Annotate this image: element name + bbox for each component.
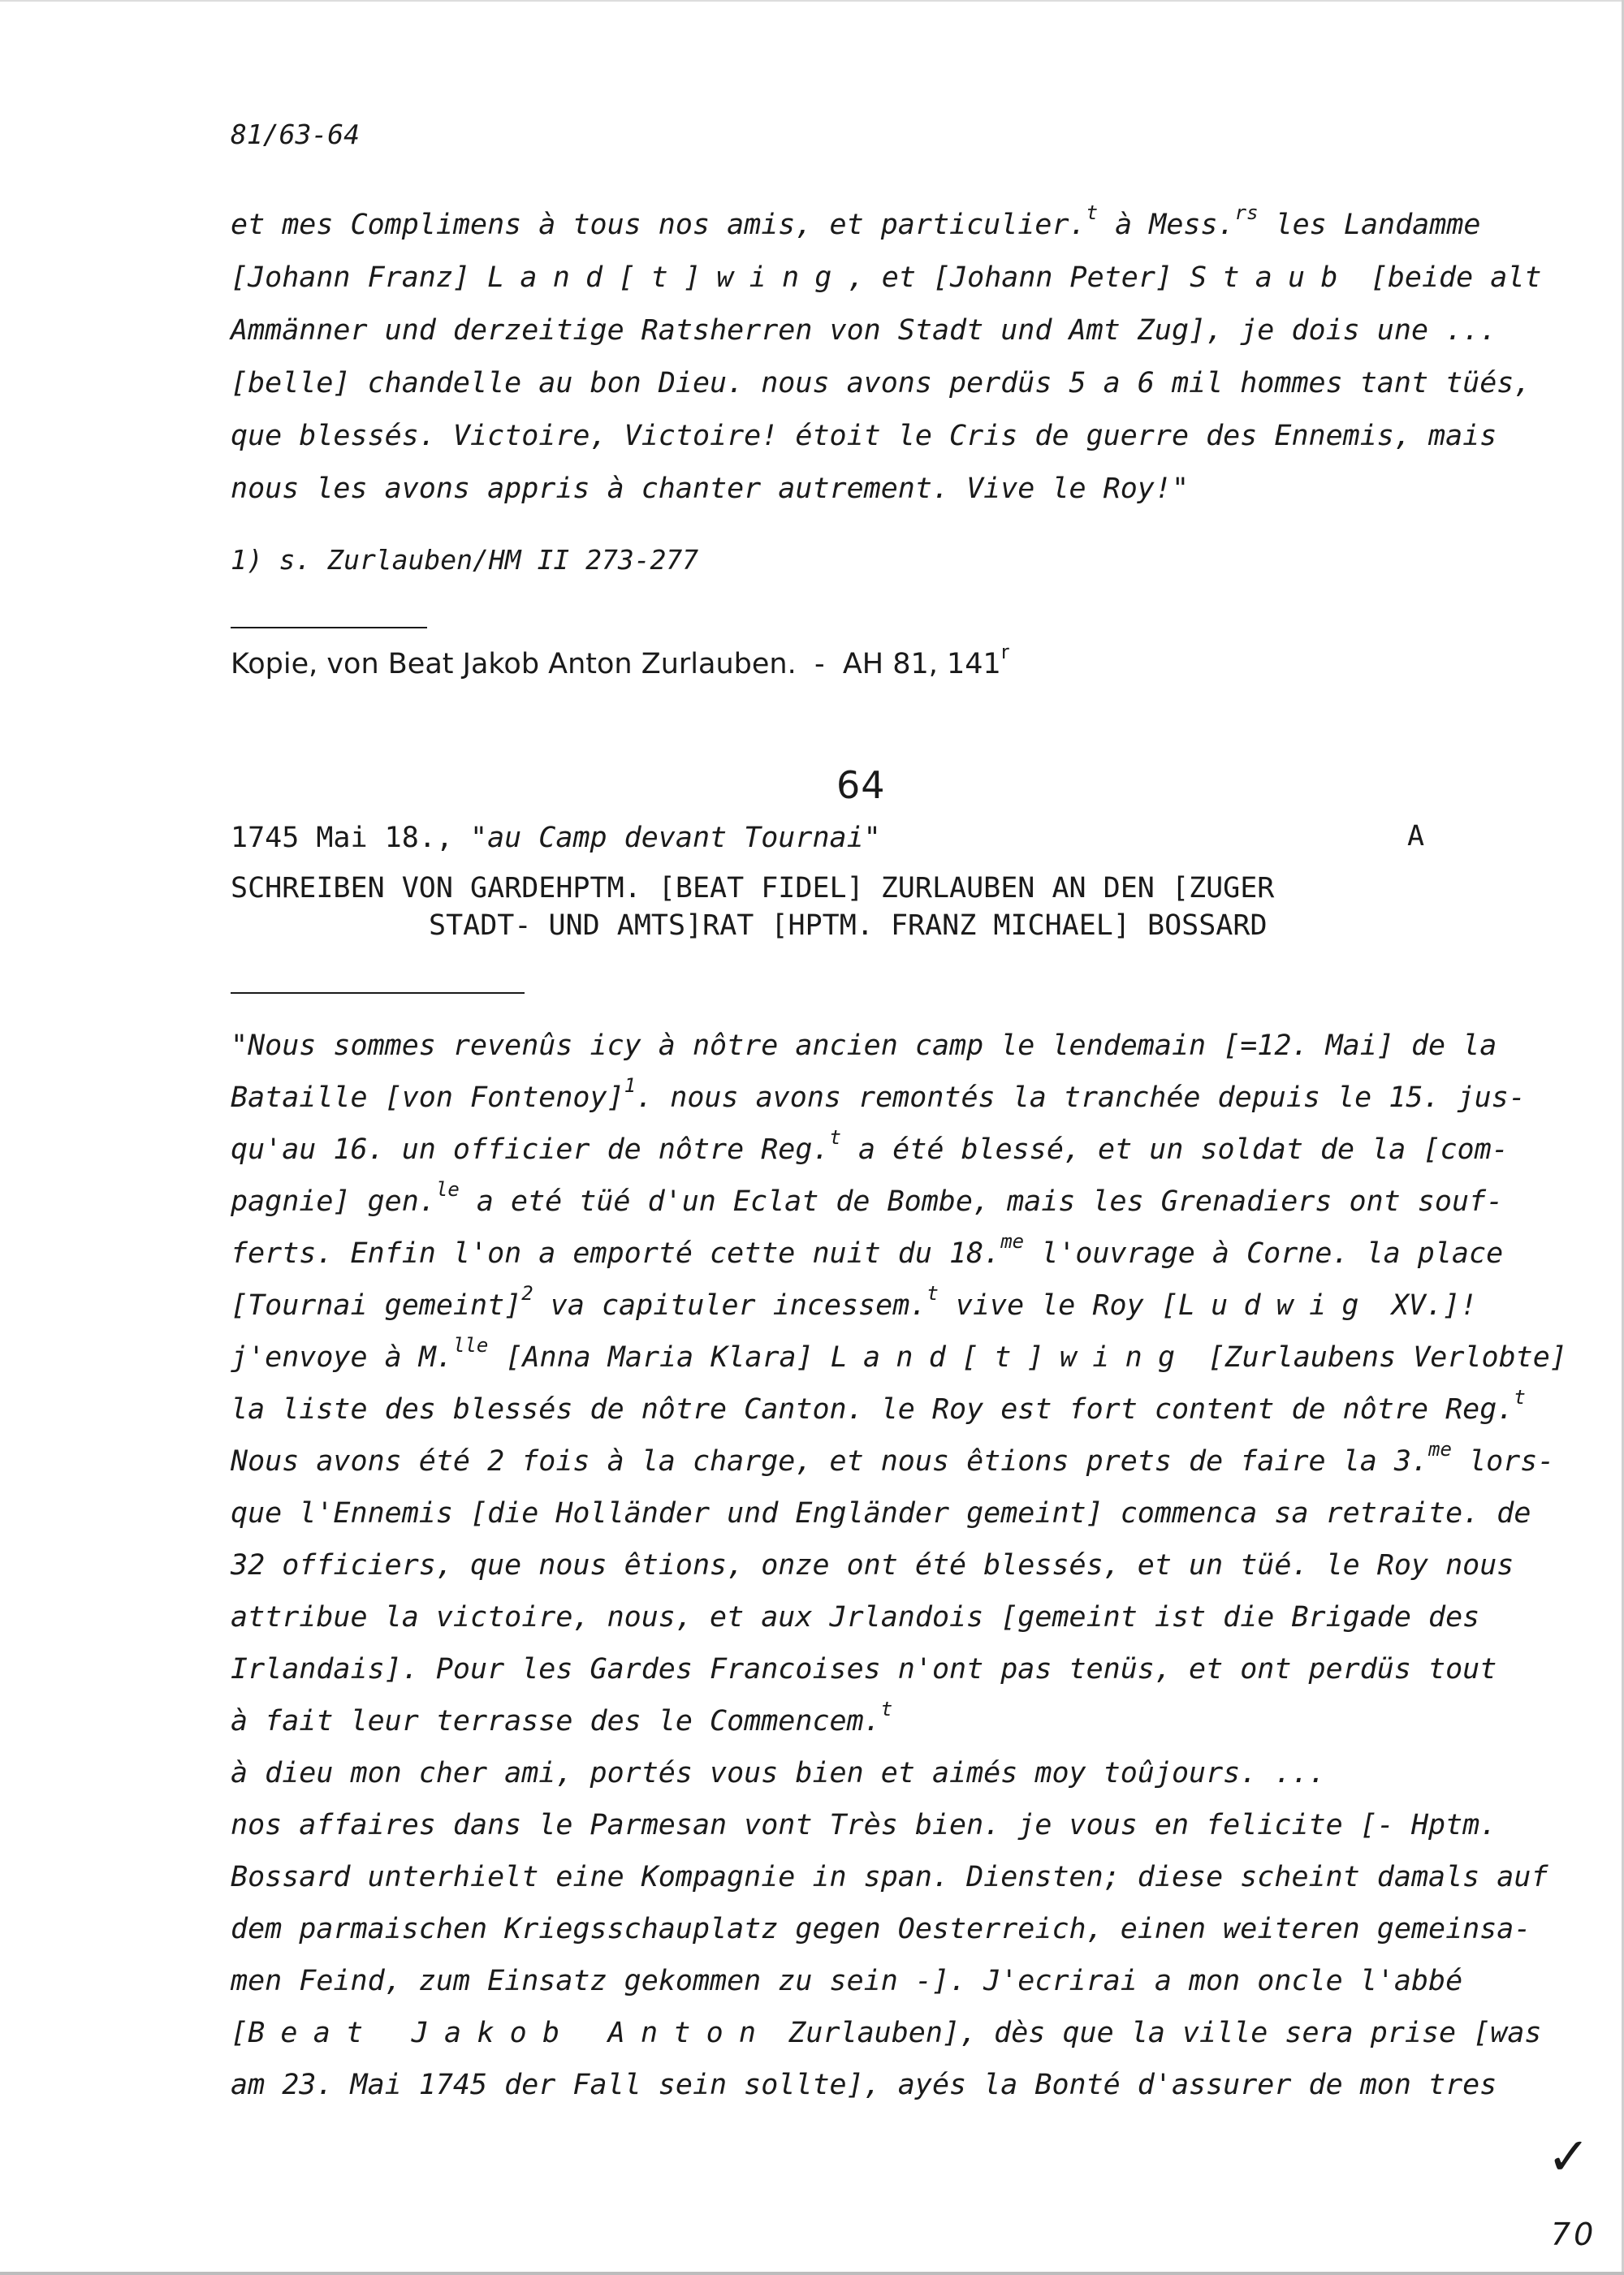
letter-line-16: nos affaires dans le Parmesan vont Très bien. je vous en felicite [- Hptm. (231, 1809, 1497, 1841)
continuation-line-5: que blessés. Victoire, Victoire! étoit le Cris de guerre des Ennemis, mais (231, 420, 1497, 452)
letter-line-15: à dieu mon cher ami, portés vous bien et aimés moy toûjours. ... (231, 1757, 1326, 1789)
footnote-1: 1) s. Zurlauben/HM II 273-277 (231, 544, 699, 576)
source-note: Kopie, von Beat Jakob Anton Zurlauben. - AH 81, 141$^r$ (231, 641, 1009, 680)
page-reference: 81/63-64 (231, 119, 360, 150)
letter-line-9: Nous avons été 2 fois à la charge, et nous êtions prets de faire la 3.$^{me}$ lors- (231, 1438, 1555, 1478)
entry-category: A (1407, 820, 1425, 853)
letter-line-7: j'envoye à M.$^{lle}$ [Anna Maria Klara] Land[t]wing [Zurlaubens Verlobte] (231, 1334, 1567, 1374)
entry-date-line: 1745 Mai 18., "au Camp devant Tournai" (231, 822, 881, 854)
letter-line-5: ferts. Enfin l'on a emporté cette nuit du 18.$^{me}$ l'ouvrage à Corne. la place (231, 1230, 1504, 1270)
letter-line-4: pagnie] gen.$^{le}$ a eté tüé d'un Eclat de Bombe, mais les Grenadiers ont souf- (231, 1178, 1504, 1218)
letter-line-13: Irlandais]. Pour les Gardes Francoises n'ont pas tenüs, et ont perdüs tout (231, 1653, 1497, 1686)
continuation-line-1: et mes Complimens à tous nos amis, et particulier.$^t$ à Mess.$^{rs}$ les Landamme (231, 201, 1481, 241)
letter-line-8: la liste des blessés de nôtre Canton. le Roy est fort content de nôtre Reg.$^t$ (231, 1386, 1526, 1426)
letter-line-18: dem parmaischen Kriegsschauplatz gegen Oesterreich, einen weiteren gemeinsa- (231, 1913, 1531, 1945)
check-mark-icon: ✓ (1547, 2127, 1591, 2187)
letter-line-10: que l'Ennemis [die Holländer und Engländer gemeint] commenca sa retraite. de (231, 1497, 1531, 1530)
heading-divider (231, 992, 525, 994)
entry-number: 64 (836, 763, 886, 807)
letter-line-14: à fait leur terrasse des le Commencem.$^t$ (231, 1698, 893, 1738)
letter-line-2: Bataille [von Fontenoy]$^1$. nous avons remontés la tranchée depuis le 15. jus- (231, 1074, 1526, 1114)
folio-number: 70 (1551, 2217, 1597, 2252)
letter-line-11: 32 officiers, que nous êtions, onze ont été blessés, et un tüé. le Roy nous (231, 1549, 1514, 1582)
letter-line-6: [Tournai gemeint]$^2$ va capituler incessem.$^t$ vive le Roy [Ludwig XV.]! (231, 1282, 1478, 1322)
entry-heading-line-1: SCHREIBEN VON GARDEHPTM. [BEAT FIDEL] ZURLAUBEN AN DEN [ZUGER (231, 872, 1275, 904)
scan-edge-top (0, 0, 1624, 2)
scan-edge-bottom (0, 2272, 1624, 2275)
letter-line-21: am 23. Mai 1745 der Fall sein sollte], ayés la Bonté d'assurer de mon tres (231, 2069, 1497, 2101)
footnote-divider (231, 627, 427, 628)
letter-line-20: [Beat Jakob Anton Zurlauben], dès que la ville sera prise [was (231, 2017, 1542, 2049)
continuation-line-3: Ammänner und derzeitige Ratsherren von Stadt und Amt Zug], je dois une ... (231, 314, 1497, 347)
letter-line-17: Bossard unterhielt eine Kompagnie in span. Diensten; diese scheint damals auf (231, 1861, 1548, 1893)
continuation-line-4: [belle] chandelle au bon Dieu. nous avons perdüs 5 a 6 mil hommes tant tüés, (231, 367, 1531, 399)
continuation-line-2: [Johann Franz] Land[t]wing, et [Johann Peter] Staub [beide alt (231, 261, 1542, 294)
letter-line-19: men Feind, zum Einsatz gekommen zu sein -]. J'ecrirai a mon oncle l'abbé (231, 1965, 1463, 1997)
letter-line-1: "Nous sommes revenûs icy à nôtre ancien camp le lendemain [=12. Mai] de la (231, 1030, 1497, 1062)
letter-line-3: qu'au 16. un officier de nôtre Reg.$^t$ a été blessé, et un soldat de la [com- (231, 1126, 1509, 1166)
entry-heading-line-2: STADT- UND AMTS]RAT [HPTM. FRANZ MICHAEL] BOSSARD (429, 909, 1268, 942)
continuation-line-6: nous les avons appris à chanter autrement. Vive le Roy!" (231, 473, 1190, 505)
letter-line-12: attribue la victoire, nous, et aux Jrlandois [gemeint ist die Brigade des (231, 1601, 1480, 1634)
